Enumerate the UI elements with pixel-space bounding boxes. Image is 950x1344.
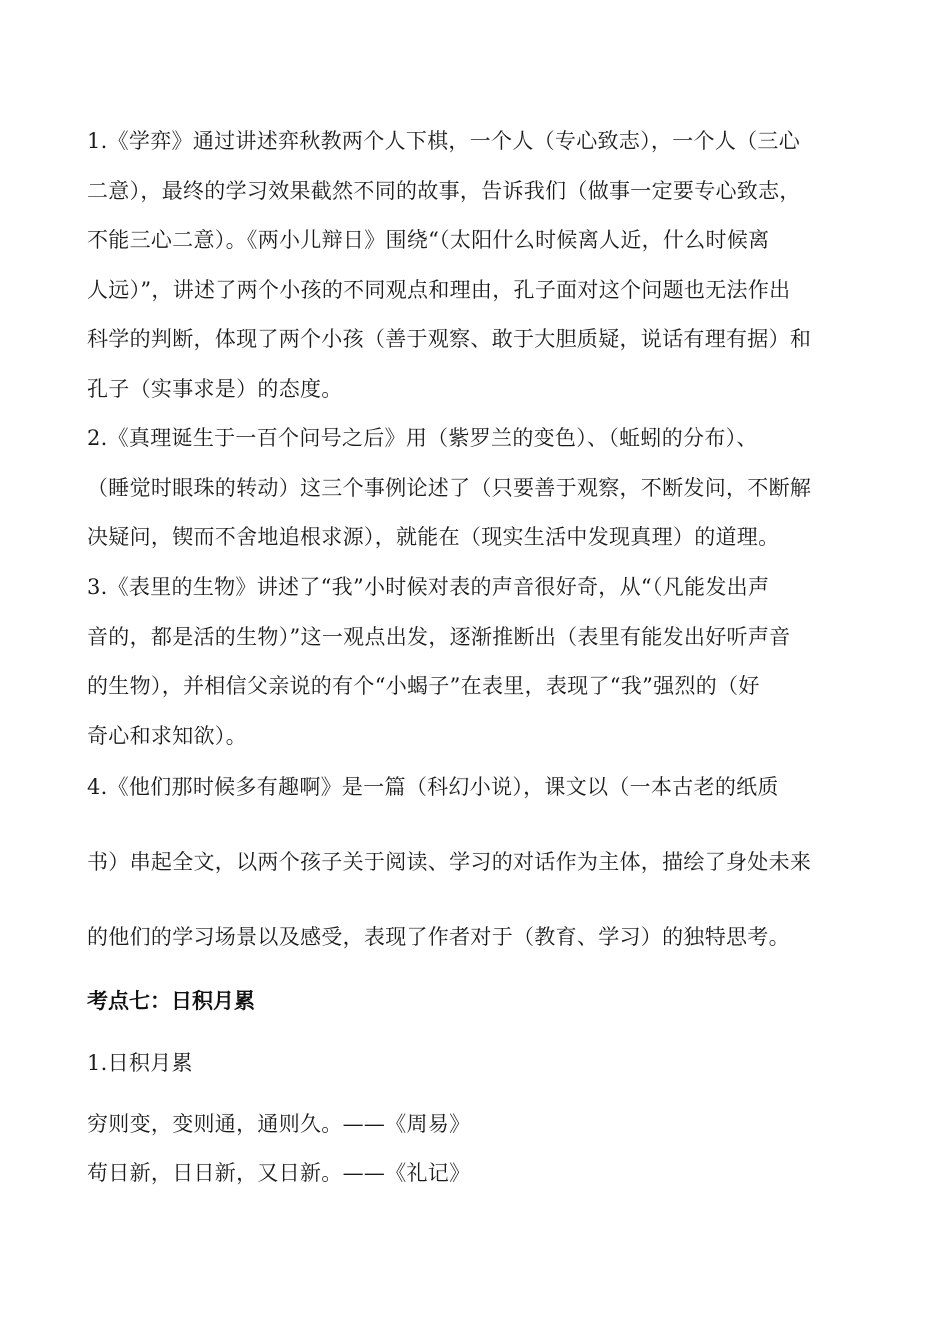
section-subheading: 1.日积月累 — [87, 1051, 193, 1075]
paragraph-2 — [87, 414, 867, 563]
quote-line: 苟日新，日日新，又日新。——《礼记》 — [87, 1161, 471, 1185]
text-line: 4.《他们那时候多有趣啊》是一篇（科幻小说），课文以（一本古老的纸质 — [87, 775, 779, 799]
text-line: 2.《真理诞生于一百个问号之后》用（紫罗兰的变色）、（蚯蚓的分布）、 — [87, 426, 758, 450]
text-line: 人远）”，讲述了两个小孩的不同观点和理由，孔子面对这个问题也无法作出 — [87, 277, 791, 302]
text-line: 的他们的学习场景以及感受，表现了作者对于（教育、学习）的独特思考。 — [87, 925, 790, 949]
text-line: 3.《表里的生物》讲述了“我”小时候对表的声音很好奇，从“（凡能发出声 — [87, 575, 770, 599]
paragraph-4 — [87, 763, 867, 988]
quote-line: 穷则变，变则通，通则久。——《周易》 — [87, 1112, 471, 1136]
text-line: 科学的判断，体现了两个小孩（善于观察、敢于大胆质疑，说话有理有据）和 — [87, 327, 812, 351]
text-line: 不能三心二意）。《两小儿辩日》围绕“（太阳什么时候离人近，什么时候离 — [87, 228, 770, 252]
text-line: 孔子（实事求是）的态度。 — [87, 376, 343, 401]
paragraph-3 — [87, 563, 867, 761]
text-line: 的生物），并相信父亲说的有个“小蝎子”在表里，表现了“我”强烈的（好 — [87, 674, 760, 698]
text-line: （睡觉时眼珠的转动）这三个事例论述了（只要善于观察，不断发问，不断解 — [87, 475, 812, 500]
text-line: 决疑问，锲而不舍地追根求源），就能在（现实生活中发现真理）的道理。 — [87, 525, 780, 549]
text-line: 二意），最终的学习效果截然不同的故事，告诉我们（做事一定要专心致志， — [87, 178, 801, 203]
section-heading: 考点七：日积月累 — [87, 989, 255, 1013]
text-line: 奇心和求知欲）。 — [87, 723, 247, 748]
paragraph-1 — [87, 117, 867, 414]
text-line: 1.《学弈》通过讲述弈秋教两个人下棋，一个人（专心致志），一个人（三心 — [87, 129, 801, 153]
text-line: 音的，都是活的生物）”这一观点出发，逐渐推断出（表里有能发出好听声音 — [87, 624, 791, 649]
text-line: 书）串起全文，以两个孩子关于阅读、学习的对话作为主体，描绘了身处未来 — [87, 850, 812, 874]
